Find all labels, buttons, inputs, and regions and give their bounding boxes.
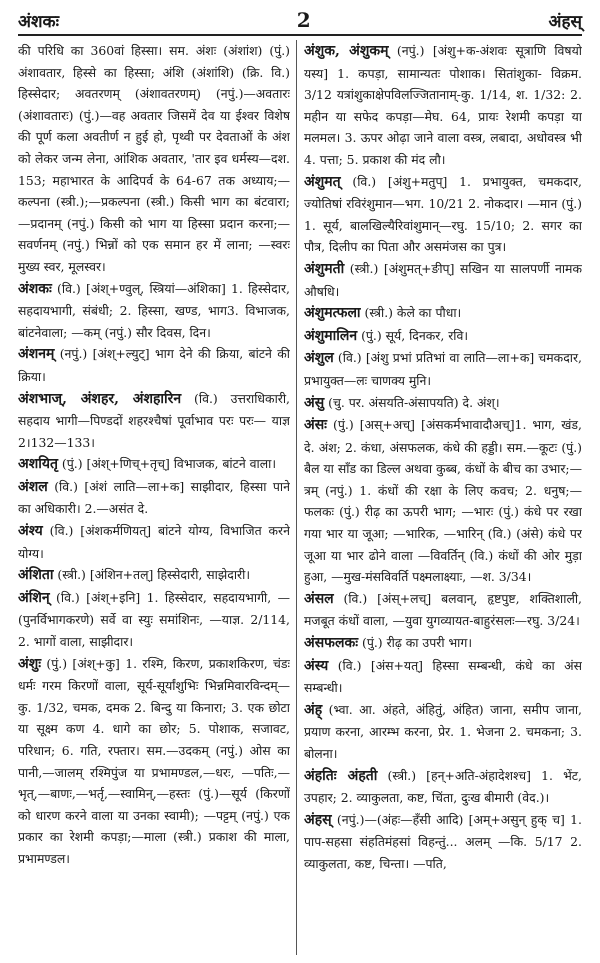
- header-right-guideword: अंहस्: [548, 11, 582, 32]
- entry-headword: अंशुमत्फला: [304, 305, 361, 322]
- dictionary-entry: [304, 40, 582, 171]
- dictionary-entry: [304, 414, 582, 588]
- entry-definition: (स्त्री.) [अंशुमत्+ङीप्] सखिन या सालपर्णी नामक औषधि।: [304, 260, 582, 299]
- dictionary-entry: [304, 655, 582, 699]
- entry-definition: (स्त्री.) [हन्+अति-अंहादेशश्च] 1. भेंट, उपहार; 2. व्याकुलता, कष्ट, चिंता, दुःख बीमारी (वेद.)।: [304, 767, 582, 806]
- entry-headword: अंशुमत्: [304, 173, 341, 190]
- entry-headword: अंसः: [304, 417, 327, 434]
- entry-definition: (पुं.) रीढ़ का उपरी भाग।: [361, 635, 473, 651]
- entry-definition: (पुं.) [अंश्+णिच्+तृच्] विभाजक, बांटने वाला।: [61, 456, 277, 472]
- entry-definition: (वि.) [अंशकर्मणियत्] बांटने योग्य, विभाजित करने योग्य।: [18, 523, 290, 561]
- dictionary-entry: [304, 258, 582, 302]
- entry-headword: अंशुक, अंशुकम्: [304, 43, 389, 59]
- entry-headword: अंश्य: [18, 523, 43, 540]
- dictionary-entry: [18, 453, 290, 476]
- entry-definition: (वि.) [अंशु+मतुप्] 1. प्रभायुक्त, चमकदार, ज्योतिषां रविरंशुमान—भग. 10/21 2. नोकदार। —मान (पुं.) 1. सूर्य, बालखिल्यैरिवांशुमान्—रघु. 15/10; 2. सगर का पौत्र, दिलीप का पिता और असमंजस का पुत्र।: [304, 173, 582, 255]
- entry-definition: (वि.) [अंशु प्रभां प्रतिभां वा लाति—ला+क] चमकदार, प्रभायुक्त—लः चाणक्य मुनि।: [304, 350, 582, 388]
- left-column: [18, 40, 290, 955]
- entry-headword: अंह्: [304, 701, 323, 718]
- entry-headword: अशयितृ: [18, 456, 58, 473]
- dictionary-entry: [18, 476, 290, 520]
- entry-definition: (वि.) [अंश्+इनि] 1. हिस्सेदार, सहदायभागी, —(पुनर्विभागकरणे) सर्वे वा स्युः समांशिनः, —याज्ञ. 2/114, 2. भागों वाला, साझीदार।: [18, 589, 290, 650]
- entry-headword: अंशल: [18, 478, 48, 495]
- entry-headword: अंशुमती: [304, 260, 345, 277]
- dictionary-entry: [18, 520, 290, 564]
- entry-headword: अंसु: [304, 394, 325, 411]
- dictionary-entry: [304, 699, 582, 765]
- dictionary-entry: [18, 653, 290, 870]
- dictionary-entry: [304, 765, 582, 809]
- dictionary-entry: [304, 588, 582, 632]
- dictionary-entry: [304, 171, 582, 258]
- header-left-guideword: अंशकः: [18, 11, 60, 32]
- entry-definition: की परिधि का 360वां हिस्सा। सम. अंशः (अंशांश) (पुं.) अंशावतार, हिस्से का हिस्सा; अंशि (अंशांशि) (क्रि. वि.) हिस्सेदार; अवतरणम् (अंशावतरणम्) (नपुं.)—अवतारः (अंशावतारः) (पुं.)—वह अवतार जिसमें देव या ईश्वर विशेष की पूर्ण कला अवतीर्ण न हुई हो, पृथ्वी पर देवताओं के अंश को लेकर जन्म लेना, आंशिक अवतार, 'तार इव धर्मस्य—दश. 153; महाभारत के आदिपर्व के 64-67 तक अध्याय;—कल्पना (स्त्री.);—प्रकल्पना (स्त्री.) किसी भाग का बंटवारा; —प्रदानम् (नपुं.) किसी को भाग या हिस्सा प्रदान करना;—सवर्णनम् (नपुं.) भिन्नों को एक समान हर में लाना; —स्वरः मुख्य स्वर, मूलस्वर।: [18, 43, 290, 274]
- dictionary-entry: [304, 392, 582, 415]
- entry-definition: (भ्वा. आ. अंहते, अंहितुं, अंहित) जाना, समीप जाना, प्रयाण करना, आरम्भ करना, प्रेर. 1. भेजना 2. चमकना; 3. बोलना।: [304, 701, 582, 761]
- dictionary-entry: [18, 278, 290, 344]
- entry-definition: (स्त्री.) [अंशिन+तल्] हिस्सेदारी, साझेदारी।: [57, 567, 251, 583]
- entry-definition: (नपुं.) [अंश्+ल्युट्] भाग देने की क्रिया, बांटने की क्रिया।: [18, 346, 290, 384]
- dictionary-entry: [304, 809, 582, 875]
- entry-definition: (पुं.) [अस्+अच्] [अंसकर्मभावादौअच्]1. भाग, खंड, दे. अंश; 2. कंधा, अंसफलक, कंधे की हड्डी। सम.—कूटः (पुं.) बैल या साँड का डिल्ल अथवा कुब्ब, कंधों के बीच का उभार;—त्रम् (नपुं.) 1. कंधों की रक्षा के लिए कवच; 2. धनुष;—फलकः (पुं.) रीढ़ का ऊपरी भाग; —भारः (पुं.) कंधे पर रखा गया भार या जूआ; —भारिक, —भारिन् (वि.) (अंसे) कंधे पर जूआ या भार ढोने वाला —विवर्तिन् (वि.) कंधों की ओर मुड़ा हुआ, —मुख-मंसविवर्ति पक्ष्मलाक्ष्याः, —श. 3/34।: [304, 417, 582, 585]
- entry-headword: अंशिता: [18, 567, 54, 584]
- dictionary-entry: [304, 347, 582, 391]
- page-number: 2: [296, 8, 311, 32]
- page-header: [18, 6, 582, 36]
- entry-definition: (वि.) [अंशं लाति—ला+क] साझीदार, हिस्सा पाने का अधिकारी। 2.—असंत दे.: [18, 478, 290, 517]
- entry-definition: (नपुं.) [अंशु+क-अंशवः सूत्राणि विषयो यस्य] 1. कपड़ा, सामान्यतः पोशाक। सितांशुका- विक्रम. 3/12 यत्रांशुकाक्षेपविलज्जितानाम्-कु. 1/14, श. 1/32: 2. महीन या सफेद कपड़ा—मेघ. 64, प्रायः रेशमी कपड़ा या मलमल। 3. ऊपर ओढ़ा जाने वाला वस्त्र, लबादा, अधोवस्त्र भी 4. पत्ता; 5. प्रकाश की मंद लौ।: [304, 43, 582, 167]
- entry-headword: अंशुः: [18, 655, 42, 672]
- dictionary-entry: [18, 40, 290, 278]
- entry-definition: (पुं.) सूर्य, दिनकर, रवि।: [361, 327, 469, 343]
- dictionary-entry: [18, 587, 290, 653]
- dictionary-entry: [18, 564, 290, 587]
- dictionary-entry: [304, 325, 582, 348]
- dictionary-entry: [18, 343, 290, 387]
- entry-headword: अंसल: [304, 590, 334, 607]
- entry-headword: अंशिन्: [18, 589, 50, 606]
- entry-headword: अंशनम्: [18, 346, 55, 363]
- entry-headword: अंशभाज्, अंशहर, अंशहारिन: [18, 390, 182, 407]
- entry-definition: (वि.) [अंस्+लच्] बलवान्, हृष्टपुष्ट, शक्तिशाली, मजबूत कंधों वाला, —युवा युगव्यायत-बाहुरंसलः—रघु. 3/24।: [304, 590, 582, 629]
- dictionary-entry: [18, 388, 290, 454]
- entry-definition: (वि.) उत्तराधिकारी, सहदाय भागी—पिण्डदों शहरश्चैषां पूर्वाभाव परः परः— याज्ञ 2।132—133।: [18, 390, 290, 450]
- dictionary-entry: [304, 302, 582, 325]
- entry-definition: (वि.) [अंश्+ण्वुल्, स्त्रियां—अंशिका] 1. हिस्सेदार, सहदायभागी, संबंधी; 2. हिस्सा, खण्ड, भाग3. विभाजक, बांटनेवाला; —कम् (नपुं.) सौर दिवस, दिन।: [18, 280, 290, 340]
- entry-headword: अंस्य: [304, 657, 329, 674]
- entry-definition: (वि.) [अंस+यत्] हिस्सा सम्बन्धी, कंधे का अंस सम्बन्धी।: [304, 657, 582, 696]
- entry-headword: अंहस्: [304, 811, 332, 828]
- entry-headword: अंसफलकः: [304, 635, 359, 652]
- entry-headword: अंशुमालिन: [304, 327, 358, 344]
- entry-definition: (नपुं.)—(अंहः—हँसी आदि) [अम्+असुन् हुक् च] 1. पाप-सहसा संहतिमंहसां विहन्तुं... अलम् —कि. 5/17 2. व्याकुलता, कष्ट, चिन्ता। —पति,: [304, 811, 582, 871]
- entry-headword: अंशुल: [304, 350, 334, 367]
- entry-definition: (स्त्री.) केले का पौधा।: [364, 305, 462, 321]
- entry-definition: (पुं.) [अंश्+कु] 1. रश्मि, किरण, प्रकाशकिरण, चंडः धर्मः गरम किरणों वाला, सूर्य-सूर्यांशुभिः भिन्नमिवारविन्दम्—कु. 1/32, चमक, दमक 2. बिन्दु या किनारा; 3. एक छोटा या सूक्ष्म कण 4. धागे का छोर; 5. पोशाक, सजावट, परिधान; 6. गति, रफ्तार। सम.—उदकम् (नपुं.) ओस का पानी,—जालम् रश्मिपुंज या प्रभामण्डल,—धरः, —पतिः,—भृत्,—बाणः,—भर्तृ,—स्वामिन्,—हस्तः (पुं.)—सूर्य (किरणों को धारण करने वाला या उनका स्वामी); —पट्टम् (नपुं.) एक प्रकार का रेशमी कपड़ा;—माला (स्त्री.) प्रकाश की माला, प्रभामण्डल।: [18, 655, 290, 866]
- dictionary-entry: [304, 632, 582, 655]
- entry-headword: अंहतिः अंहती: [304, 767, 378, 784]
- column-divider: [296, 40, 297, 955]
- right-column: [304, 40, 582, 955]
- entry-definition: (चु. पर. अंसयति-अंसापयति) दे. अंश्।: [328, 394, 500, 410]
- entry-headword: अंशकः: [18, 280, 52, 297]
